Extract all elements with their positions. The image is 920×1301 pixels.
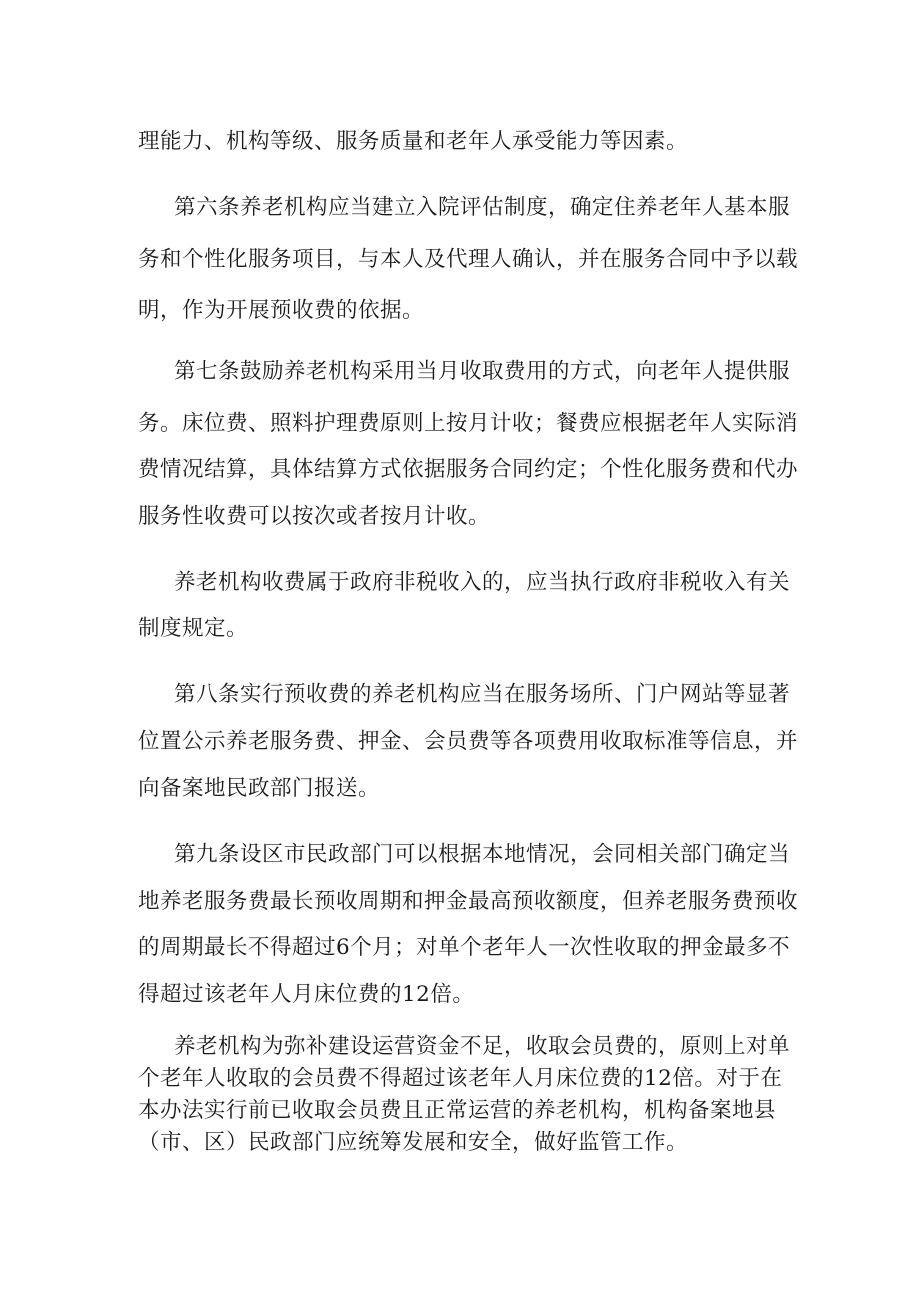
text-line: 向备案地民政部门报送。	[138, 776, 381, 801]
text-line: （市、区）民政部门应统筹发展和安全，做好监管工作。	[138, 1130, 689, 1155]
text-line: 本办法实行前已收取会员费且正常运营的养老机构，机构备案地县	[138, 1098, 777, 1123]
text-line: 服务性收费可以按次或者按月计收。	[138, 504, 491, 529]
text-line: 理能力、机构等级、服务质量和老年人承受能力等因素。	[138, 129, 689, 154]
text-line: 得超过该老年人月床位费的12倍。	[138, 982, 475, 1007]
text-line: 第九条设区市民政部门可以根据本地情况，会同相关部门确定当	[174, 842, 791, 867]
text-line: 第八条实行预收费的养老机构应当在服务场所、门户网站等显著	[174, 682, 791, 707]
text-line: 养老机构收费属于政府非税收入的，应当执行政府非税收入有关	[174, 570, 791, 595]
text-line: 位置公示养老服务费、押金、会员费等各项费用收取标准等信息，并	[138, 729, 799, 754]
text-line: 的周期最长不得超过6个月；对单个老年人一次性收取的押金最多不	[138, 935, 791, 960]
text-line: 制度规定。	[138, 616, 249, 641]
text-line: 明，作为开展预收费的依据。	[138, 298, 425, 323]
text-line: 第六条养老机构应当建立入院评估制度，确定住养老年人基本服	[174, 195, 791, 220]
text-line: 第七条鼓励养老机构采用当月收取费用的方式，向老年人提供服	[174, 359, 791, 384]
text-line: 养老机构为弥补建设运营资金不足，收取会员费的，原则上对单	[174, 1034, 791, 1059]
text-line: 务。床位费、照料护理费原则上按月计收；餐费应根据老年人实际消	[138, 411, 799, 436]
text-line: 务和个性化服务项目，与本人及代理人确认，并在服务合同中予以载	[138, 247, 799, 272]
text-line: 费情况结算，具体结算方式依据服务合同约定；个性化服务费和代办	[138, 457, 799, 482]
text-line: 个老年人收取的会员费不得超过该老年人月床位费的12倍。对于在	[138, 1066, 783, 1091]
text-line: 地养老服务费最长预收周期和押金最高预收额度，但养老服务费预收	[138, 889, 799, 914]
